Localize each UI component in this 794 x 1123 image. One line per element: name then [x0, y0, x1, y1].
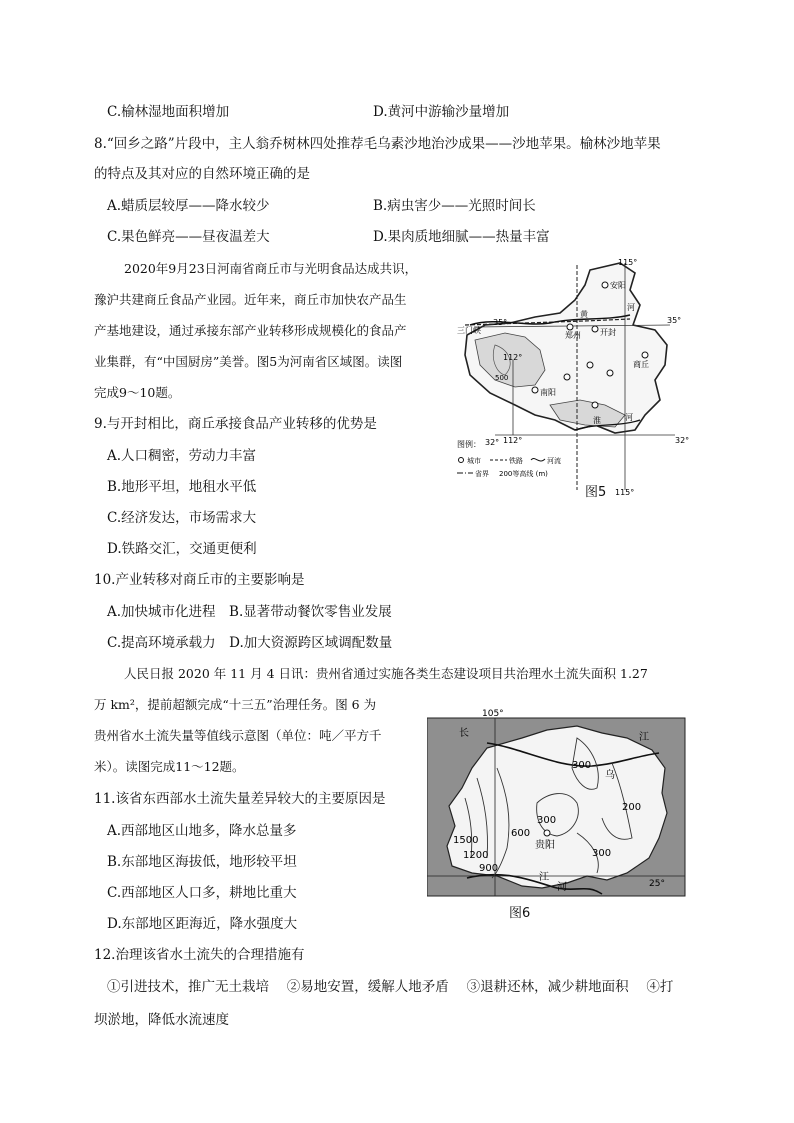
label-river-jiang: 江	[639, 732, 649, 743]
q11-option-c: C.西部地区人口多，耕地比重大	[107, 885, 297, 901]
legend-contour: 200等高线 (m)	[499, 470, 548, 478]
label-guiyang: 贵阳	[535, 840, 555, 851]
q10-stem: 10.产业转移对商丘市的主要影响是	[94, 572, 305, 588]
lat-32-right: 32°	[675, 436, 690, 445]
city-marker-nanyang	[532, 387, 538, 393]
lon-112-top: 112°	[503, 353, 523, 362]
figure6-caption: 图6	[509, 906, 531, 921]
figure5-caption: 图5	[585, 485, 607, 500]
city-marker-anyang	[602, 282, 608, 288]
contour-label-600: 600	[511, 828, 531, 839]
city-marker-kaifeng	[592, 326, 598, 332]
figure6-svg	[427, 708, 687, 898]
lat-35-left: 35°	[493, 318, 508, 327]
city-marker-2	[607, 370, 613, 376]
figure5-henan-map	[455, 255, 695, 500]
legend-city-marker	[459, 458, 464, 463]
legend-river: 河流	[547, 457, 561, 465]
q8-option-d: D.果肉质地细腻——热量丰富	[373, 229, 550, 245]
contour-label-1200: 1200	[463, 850, 489, 861]
henan-passage-line5: 完成9～10题。	[94, 385, 181, 400]
henan-passage-line2: 豫沪共建商丘食品产业园。近年来，商丘市加快农产品生	[94, 292, 407, 307]
lat-32-left: 32°	[485, 438, 500, 447]
contour-label-200: 200	[622, 802, 642, 813]
label-shangqiu: 商丘	[633, 360, 649, 369]
contour-label-1500: 1500	[453, 835, 479, 846]
city-marker-3	[564, 374, 570, 380]
q8-stem-line1: 8.“回乡之路”片段中，主人翁乔树林四处推荐毛乌素沙地治沙成果——沙地苹果。榆林沙地苹果	[94, 136, 661, 152]
lon-112-bottom: 112°	[503, 436, 523, 445]
lon-115-bottom: 115°	[615, 488, 635, 497]
label-sanmenxia: 三门峡	[457, 326, 481, 335]
q7-option-c: C.榆林湿地面积增加	[107, 104, 230, 120]
henan-passage-line3: 产基地建设，通过承接东部产业转移形成规模化的食品产	[94, 323, 407, 338]
q9-option-c: C.经济发达，市场需求大	[107, 510, 257, 526]
label-lon-105: 105°	[482, 709, 504, 719]
q12-measures-line1: ①引进技术，推广无土栽培 ②易地安置，缓解人地矛盾 ③退耕还林，减少耕地面积 ④打	[107, 979, 674, 995]
label-contour-500: 500	[495, 374, 509, 382]
guizhou-passage-line2: 万 km²，提前超额完成“十三五”治理任务。图 6 为	[94, 697, 377, 712]
q10-options-ab: A.加快城市化进程 B.显著带动餐饮零售业发展	[107, 604, 392, 620]
label-river-chang: 长	[459, 728, 469, 739]
label-river-he: 河	[627, 303, 635, 312]
q9-option-a: A.人口稠密，劳动力丰富	[107, 448, 257, 464]
label-river-huang: 黄	[580, 310, 588, 319]
q9-option-d: D.铁路交汇，交通更便利	[107, 541, 257, 557]
q12-stem: 12.治理该省水土流失的合理措施有	[94, 947, 305, 963]
label-river-jiang2: 江	[539, 872, 549, 883]
label-river-huai: 淮	[593, 416, 601, 425]
guizhou-passage-line4: 米）。读图完成11～12题。	[94, 759, 245, 774]
city-marker-4	[592, 402, 598, 408]
guizhou-passage-line3: 贵州省水土流失量等值线示意图（单位：吨／平方千	[94, 728, 382, 743]
q11-option-d: D.东部地区距海近，降水强度大	[107, 916, 298, 932]
city-marker-1	[587, 362, 593, 368]
label-river-he2: 河	[625, 413, 633, 422]
legend-title: 图例：	[457, 440, 481, 449]
city-marker-zhengzhou	[567, 324, 573, 330]
label-lat-25: 25°	[649, 879, 665, 889]
q8-option-c: C.果色鲜亮——昼夜温差大	[107, 229, 270, 245]
label-zhengzhou: 郑州	[565, 331, 581, 340]
contour-label-300-center: 300	[537, 815, 557, 826]
q9-stem: 9.与开封相比，商丘承接食品产业转移的优势是	[94, 416, 377, 432]
q12-measures-line2: 坝淤地，降低水流速度	[94, 1012, 229, 1028]
legend-railway: 铁路	[509, 457, 523, 465]
q11-stem: 11.该省东西部水土流失量差异较大的主要原因是	[94, 791, 386, 807]
label-nanyang: 南阳	[540, 388, 556, 397]
contour-label-900: 900	[479, 863, 499, 874]
henan-passage-line1: 2020年9月23日河南省商丘市与光明食品达成共识，	[124, 261, 418, 276]
legend-river-line	[531, 459, 545, 461]
q8-option-b: B.病虫害少——光照时间长	[373, 198, 536, 214]
city-marker-shangqiu	[642, 352, 648, 358]
legend-city: 城市	[467, 457, 481, 465]
figure6-guizhou-map	[427, 708, 687, 933]
figure5-svg	[455, 255, 695, 500]
lon-115-top: 115°	[618, 258, 638, 267]
q10-options-cd: C.提高环境承载力 D.加大资源跨区域调配数量	[107, 635, 393, 651]
contour-label-300-south: 300	[592, 848, 612, 859]
city-marker-guiyang	[544, 830, 550, 836]
henan-passage-line4: 业集群，有“中国厨房”美誉。图5为河南省区域图。读图	[94, 354, 403, 369]
q7-option-d: D.黄河中游输沙量增加	[373, 104, 510, 120]
q8-option-a: A.蜡质层较厚——降水较少	[107, 198, 270, 214]
label-river-wu: 乌	[605, 770, 615, 781]
lat-35-right: 35°	[667, 316, 682, 325]
label-river-he: 河	[557, 882, 567, 893]
q11-option-b: B.东部地区海拔低，地形较平坦	[107, 854, 297, 870]
q8-stem-line2: 的特点及其对应的自然环境正确的是	[94, 166, 310, 182]
q9-option-b: B.地形平坦，地租水平低	[107, 479, 257, 495]
legend-border: 省界	[475, 470, 489, 478]
label-anyang: 安阳	[610, 281, 626, 290]
guizhou-passage-line1: 人民日报 2020 年 11 月 4 日讯：贵州省通过实施各类生态建设项目共治理水土流失面积 1.27	[124, 666, 648, 681]
contour-label-300-north: 300	[572, 760, 592, 771]
label-kaifeng: 开封	[600, 328, 616, 337]
q11-option-a: A.西部地区山地多，降水总量多	[107, 823, 297, 839]
